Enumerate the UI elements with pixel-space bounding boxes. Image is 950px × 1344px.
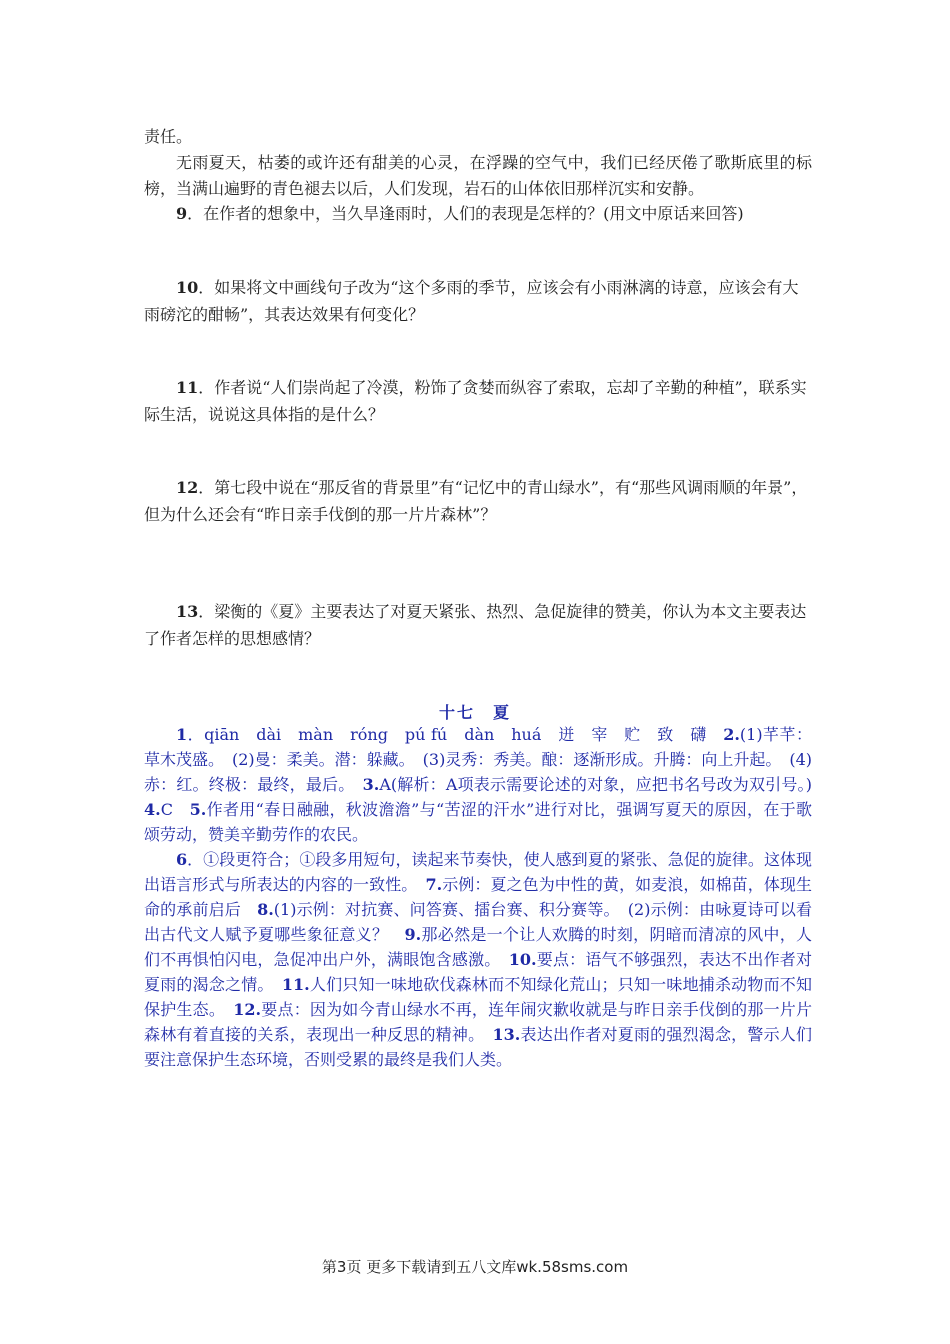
question-13-number: 13	[176, 602, 199, 621]
answer-paragraph-2	[144, 847, 812, 1072]
question-9-text: ．在作者的想象中，当久旱逢雨时，人们的表现是怎样的？(用文中原话来回答)	[187, 204, 744, 223]
page-footer: 第3页 更多下载请到五八文库wk.58sms.com	[321, 1258, 629, 1276]
answer-section-title: 十七 夏	[438, 703, 511, 722]
answer-4-text: C	[160, 800, 190, 819]
answer-paragraph-1	[144, 722, 828, 847]
answer-10-text: 要点：语气不够强烈，表达不出作者对夏雨的渴念之情。	[144, 950, 812, 994]
answer-5-text: 作者用“春日融融，秋波澹澹”与“苦涩的汗水”进行对比，强调写夏天的原因，在于歌颂劳动，赞美辛勤劳作的农民。	[144, 800, 812, 844]
answer-9-number: 9.	[404, 925, 422, 944]
answer-8-number: 8.	[257, 900, 274, 919]
question-13	[144, 598, 812, 652]
answer-11-text: 人们只知一味地砍伐森林而不知绿化荒山；只知一味地捕杀动物而不知保护生态。	[144, 975, 812, 1019]
answer-1-number: 1	[176, 725, 188, 744]
answer-3-text: A(解析：A项表示需要论述的对象，应把书名号改为双引号。)	[379, 775, 828, 794]
question-9	[144, 200, 812, 227]
answer-2-text: (1)芊芊：草木茂盛。 (2)曼：柔美。潜：躲藏。 (3)灵秀：秀美。酿：逐渐形成。升腾：向上升起。 (4)赤：红。终极：最终，最后。	[144, 725, 812, 794]
answer-12-number: 12.	[233, 1000, 262, 1019]
answer-13-number: 13.	[492, 1025, 521, 1044]
answer-5-number: 5.	[189, 800, 207, 819]
answer-3-number: 3.	[362, 775, 380, 794]
answer-6-number: 6	[176, 850, 188, 869]
answer-13-text: 表达出作者对夏雨的强烈渴念，警示人们要注意保护生态环境，否则受累的最终是我们人类。	[144, 1025, 812, 1069]
answer-2-number: 2.	[723, 725, 740, 744]
question-12	[144, 474, 812, 528]
question-10	[144, 274, 812, 328]
answer-8-text: (1)示例：对抗赛、问答赛、擂台赛、积分赛等。 (2)示例：由咏夏诗可以看出古代文人赋予夏哪些象征意义？	[144, 900, 812, 944]
answer-12-text: 要点：因为如今青山绿水不再，连年闹灾歉收就是与昨日亲手伐倒的那一片片森林有着直接的关系，表现出一种反思的精神。	[144, 1000, 812, 1044]
question-10-number: 10	[176, 278, 199, 297]
question-10-text: ．如果将文中画线句子改为“这个多雨的季节，应该会有小雨淋漓的诗意，应该会有大雨磅沱的酣畅”，其表达效果有何变化？	[144, 278, 799, 324]
answer-7-number: 7.	[425, 875, 443, 894]
question-9-number: 9	[176, 204, 188, 223]
answer-4-number: 4.	[144, 800, 161, 819]
answer-10-number: 10.	[508, 950, 537, 969]
question-13-text: ．梁衡的《夏》主要表达了对夏天紧张、热烈、急促旋律的赞美，你认为本文主要表达了作者怎样的思想感情？	[144, 602, 807, 648]
answer-7-text: 示例：夏之色为中性的黄，如麦浪，如棉苗，体现生命的承前启后	[144, 875, 812, 919]
answer-9-text: 那必然是一个让人欢腾的时刻，阴暗而清凉的风中，人们不再惧怕闪电，急促冲出户外，满眼饱含感激。	[144, 925, 812, 969]
question-11-number: 11	[176, 378, 199, 397]
answer-6-text: ．①段更符合；①段多用短句，读起来节奏快，使人感到夏的紧张、急促的旋律。这体现出语言形式与所表达的内容的一致性。	[144, 850, 812, 894]
question-12-number: 12	[176, 478, 199, 497]
answer-1-text: ．qiān dài màn róng pú fú dàn huá 迸 宰 贮 致 礴	[187, 725, 724, 744]
answer-key	[144, 722, 828, 1072]
question-12-text: ．第七段中说在“那反省的背景里”有“记忆中的青山绿水”，有“那些风调雨顺的年景”，但为什么还会有“昨日亲手伐倒的那一片片森林”？	[144, 478, 808, 524]
answer-11-number: 11.	[281, 975, 310, 994]
passage-line-1: 责任。	[144, 127, 193, 146]
passage-continuation	[144, 124, 812, 202]
question-11-text: ．作者说“人们崇尚起了冷漠，粉饰了贪婪而纵容了索取，忘却了辛勤的种植”，联系实际生活，说说这具体指的是什么？	[144, 378, 807, 424]
passage-paragraph-2: 无雨夏天，枯萎的或许还有甜美的心灵，在浮躁的空气中，我们已经厌倦了歌斯底里的标榜，当满山遍野的青色褪去以后，人们发现，岩石的山体依旧那样沉实和安静。	[144, 153, 812, 198]
question-11	[144, 374, 812, 428]
